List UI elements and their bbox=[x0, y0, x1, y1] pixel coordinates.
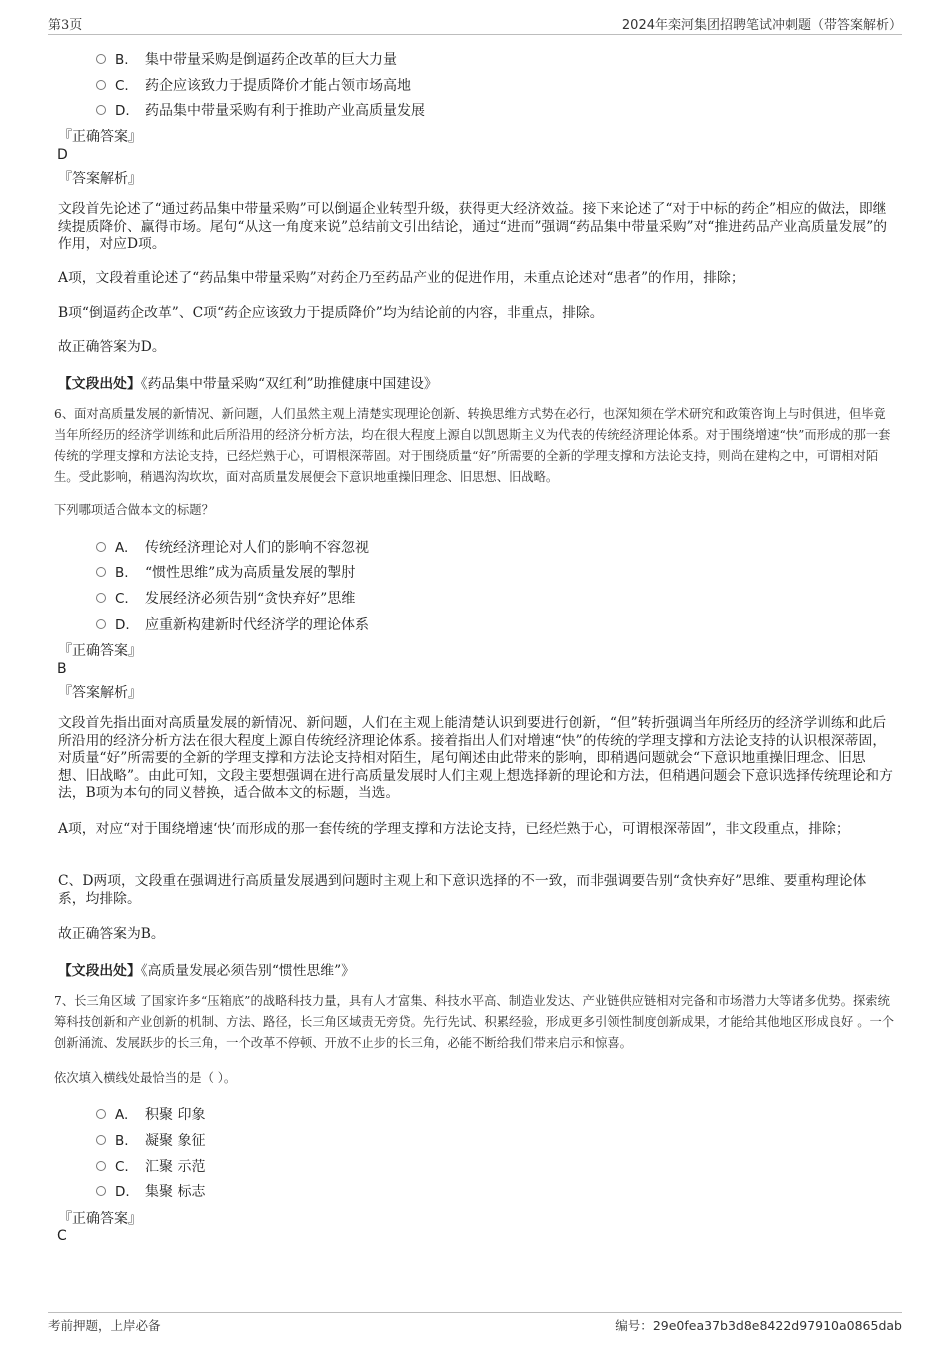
radio-icon[interactable] bbox=[96, 105, 106, 115]
q5-option-d[interactable]: D. 药品集中带量采购有利于推助产业高质量发展 bbox=[96, 100, 425, 120]
option-text: 积聚 印象 bbox=[145, 1107, 206, 1123]
answer-value: C bbox=[57, 1228, 67, 1244]
question-6-prompt: 下列哪项适合做本文的标题？ bbox=[54, 503, 214, 517]
option-text: 药品集中带量采购有利于推助产业高质量发展 bbox=[145, 103, 425, 119]
answer-label: 『正确答案』 bbox=[58, 643, 142, 659]
radio-icon[interactable] bbox=[96, 542, 106, 552]
q7-option-a[interactable]: A. 积聚 印象 bbox=[96, 1104, 205, 1124]
analysis-paragraph: 故正确答案为D。 bbox=[58, 339, 166, 355]
analysis-paragraph: A项，文段着重论述了“药品集中带量采购”对药企乃至药品产业的促进作用，未重点论述对“患者”的作用，排除； bbox=[58, 270, 745, 286]
radio-icon[interactable] bbox=[96, 619, 106, 629]
question-7-prompt: 依次填入横线处最恰当的是（ ）。 bbox=[54, 1071, 237, 1085]
option-text: 药企应该致力于提质降价才能占领市场高地 bbox=[145, 78, 411, 94]
footer-slogan: 考前押题，上岸必备 bbox=[48, 1318, 161, 1333]
document-code bbox=[615, 1316, 902, 1334]
q6-option-c[interactable]: C. 发展经济必须告别“贪快弃好”思维 bbox=[96, 588, 355, 608]
document-title: 2024年栾河集团招聘笔试冲刺题（带答案解析） bbox=[621, 18, 902, 33]
radio-icon[interactable] bbox=[96, 1135, 106, 1145]
q7-option-b[interactable]: B. 凝聚 象征 bbox=[96, 1130, 205, 1150]
analysis-label: 『答案解析』 bbox=[58, 171, 142, 187]
code-label: 编号： bbox=[615, 1318, 653, 1333]
radio-icon[interactable] bbox=[96, 1186, 106, 1196]
analysis-label: 『答案解析』 bbox=[58, 685, 142, 701]
code-value: 29e0fea37b3d8e8422d97910a0865dab bbox=[652, 1318, 902, 1333]
source-prefix: 【文段出处】 bbox=[58, 376, 141, 392]
q7-option-c[interactable]: C. 汇聚 示范 bbox=[96, 1156, 205, 1176]
q6-option-a[interactable]: A. 传统经济理论对人们的影响不容忽视 bbox=[96, 537, 369, 557]
page-footer bbox=[48, 1312, 902, 1335]
option-text: 发展经济必须告别“贪快弃好”思维 bbox=[145, 591, 356, 607]
q5-option-c[interactable]: C. 药企应该致力于提质降价才能占领市场高地 bbox=[96, 75, 411, 95]
analysis-paragraph: 文段首先论述了“通过药品集中带量采购”可以倒逼企业转型升级，获得更大经济效益。接下来论述了“对于中标的药企”相应的做法，即继续提质降价、赢得市场。尾句“从这一角度来说”总结前文引出结论，通过“进而”强调“药品集中带量采购”对“推进药品产业高质量发展”的作用，对应D项。 bbox=[58, 201, 888, 252]
radio-icon[interactable] bbox=[96, 54, 106, 64]
option-text: 凝聚 象征 bbox=[145, 1133, 206, 1149]
source-prefix: 【文段出处】 bbox=[58, 963, 141, 979]
q6-option-d[interactable]: D. 应重新构建新时代经济学的理论体系 bbox=[96, 614, 369, 634]
q6-option-b[interactable]: B. “惯性思维”成为高质量发展的掣肘 bbox=[96, 562, 355, 582]
option-text: 传统经济理论对人们的影响不容忽视 bbox=[145, 540, 369, 556]
source-citation bbox=[58, 959, 355, 979]
answer-label: 『正确答案』 bbox=[58, 1211, 142, 1227]
page-number: 第3页 bbox=[48, 18, 83, 33]
analysis-paragraph: 故正确答案为B。 bbox=[58, 926, 165, 942]
q7-option-d[interactable]: D. 集聚 标志 bbox=[96, 1181, 205, 1201]
option-text: “惯性思维”成为高质量发展的掣肘 bbox=[145, 565, 356, 581]
q5-option-b[interactable]: B. 集中带量采购是倒逼药企改革的巨大力量 bbox=[96, 49, 397, 69]
radio-icon[interactable] bbox=[96, 1161, 106, 1171]
question-6-text: 6、面对高质量发展的新情况、新问题，人们虽然主观上清楚实现理论创新、转换思维方式势在必行，也深知须在学术研究和政策咨询上与时俱进，但毕竟当年所经历的经济学训练和此后所沿用的经济分析方法，均在很大程度上源自以凯恩斯主义为代表的传统经济理论体系。对于围绕增速“快”而形成的那一套传统的学理支撑和方法论支持，已经烂熟于心，可谓根深蒂固。对于围绕质量“好”所需要的全新的学理支撑和方法论支持，则尚在建构之中，可谓相对陌生。受此影响，稍遇沟沟坎坎，面对高质量发展便会下意识地重操旧理念、旧思想、旧战略。 bbox=[54, 407, 891, 484]
source-title: 《药品集中带量采购“双红利”助推健康中国建设》 bbox=[140, 376, 438, 392]
option-text: 汇聚 示范 bbox=[145, 1159, 206, 1175]
option-text: 集中带量采购是倒逼药企改革的巨大力量 bbox=[145, 52, 397, 68]
analysis-paragraph: 文段首先指出面对高质量发展的新情况、新问题，人们在主观上能清楚认识到要进行创新，“但”转折强调当年所经历的经济学训练和此后所沿用的经济分析方法在很大程度上源自传统经济理论体系。接着指出人们对增速“快”的传统的学理支撑和方法论支持的认识根深蒂固，对质量“好”所需要的全新的学理支撑和方法论支持相对陌生，尾句阐述由此带来的影响，即稍遇问题就会“下意识地重操旧理念、旧思想、旧战略”。由此可知，文段主要想强调在进行高质量发展时人们主观上想选择新的理论和方法，但稍遇问题会下意识选择传统理论和方法，B项为本句的同义替换，适合做本文的标题，当选。 bbox=[58, 715, 893, 801]
answer-value: D bbox=[57, 147, 68, 163]
radio-icon[interactable] bbox=[96, 80, 106, 90]
option-text: 应重新构建新时代经济学的理论体系 bbox=[145, 617, 369, 633]
answer-label: 『正确答案』 bbox=[58, 129, 142, 145]
analysis-paragraph: B项“倒逼药企改革”、C项“药企应该致力于提质降价”均为结论前的内容，非重点，排除。 bbox=[58, 305, 604, 321]
analysis-paragraph: A项，对应“对于围绕增速‘快’而形成的那一套传统的学理支撑和方法论支持，已经烂熟于心，可谓根深蒂固”，非文段重点，排除； bbox=[58, 821, 850, 837]
question-7-text: 7、长三角区域 了国家许多“压箱底”的战略科技力量，具有人才富集、科技水平高、制造业发达、产业链供应链相对完备和市场潜力大等诸多优势。探索统筹科技创新和产业创新的机制、方法、路径，长三角区域责无旁贷。先行先试、积累经验，形成更多引领性制度创新成果，才能给其他地区形成良好 。一个创新涌流、发展跃步的长三角，一个改革不停顿、开放不止步的长三角，必能不断给我们带来启示和惊喜。 bbox=[54, 994, 895, 1050]
source-title: 《高质量发展必须告别“惯性思维”》 bbox=[140, 963, 355, 979]
radio-icon[interactable] bbox=[96, 1109, 106, 1119]
answer-value: B bbox=[57, 661, 67, 677]
page-header bbox=[48, 14, 902, 35]
source-citation bbox=[58, 372, 438, 392]
radio-icon[interactable] bbox=[96, 593, 106, 603]
analysis-paragraph: C、D两项，文段重在强调进行高质量发展遇到问题时主观上和下意识选择的不一致，而非强调要告别“贪快弃好”思维、要重构理论体系，均排除。 bbox=[58, 873, 867, 907]
radio-icon[interactable] bbox=[96, 567, 106, 577]
option-text: 集聚 标志 bbox=[145, 1184, 206, 1200]
